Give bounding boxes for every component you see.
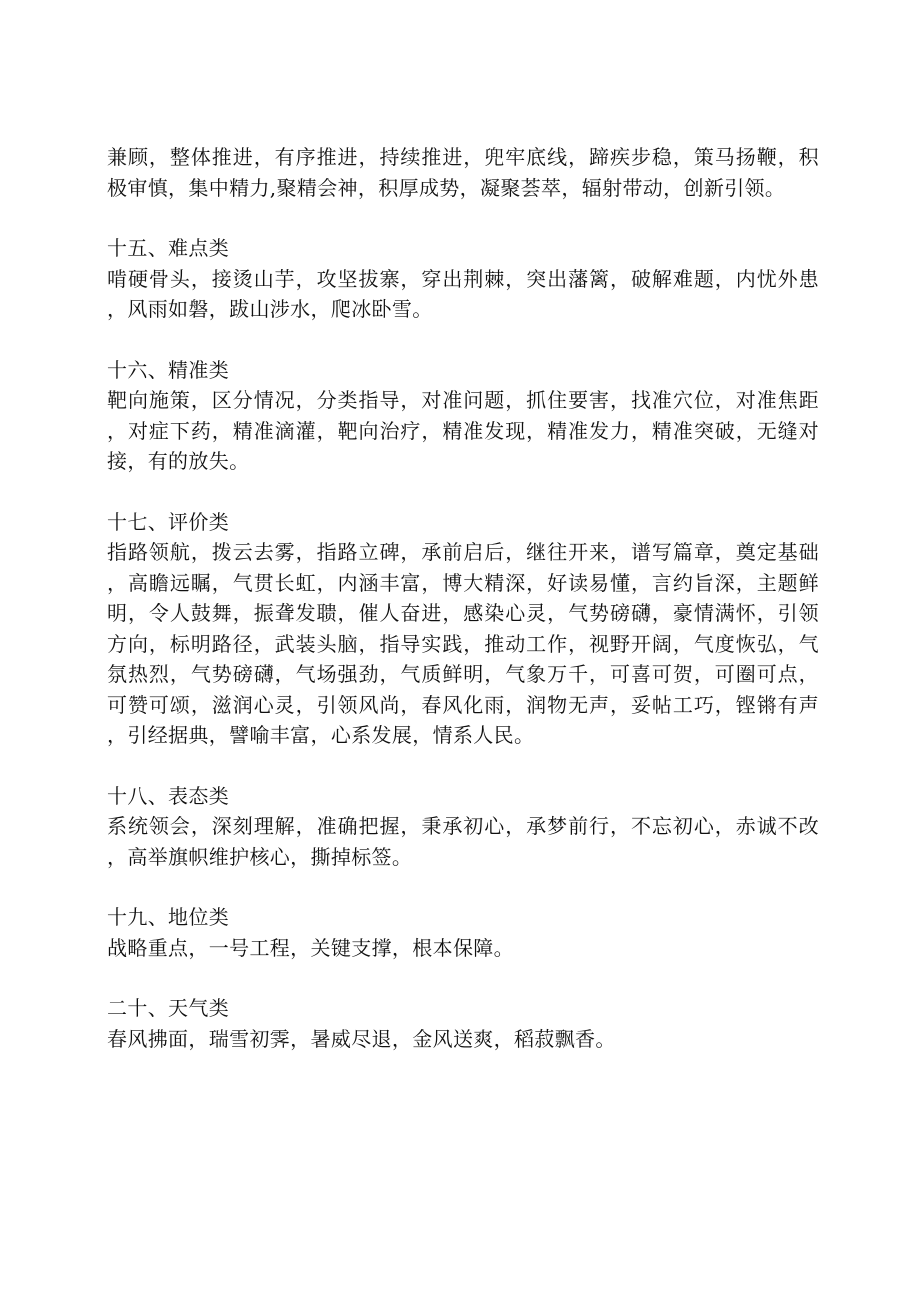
section-evaluation xyxy=(107,507,819,751)
section-heading: 十九、地位类 xyxy=(107,905,230,929)
section-heading: 十七、评价类 xyxy=(107,509,230,534)
section-body: 系统领会，深刻理解，准确把握，秉承初心，承梦前行，不忘初心，赤诚不改，高举旗帜维护核心，撕掉标签。 xyxy=(107,814,819,869)
section-weather xyxy=(107,993,819,1054)
section-difficulty xyxy=(107,233,819,325)
section-body: 啃硬骨头，接烫山芋，攻坚拔寨，穿出荆棘，突出藩篱，破解难题，内忧外患，风雨如磐，跋山涉水，爬冰卧雪。 xyxy=(107,266,819,321)
section-body: 靶向施策，区分情况，分类指导，对准问题，抓住要害，找准穴位，对准焦距，对症下药，精准滴灌，靶向治疗，精准发现，精准发力，精准突破，无缝对接，有的放失。 xyxy=(107,388,819,473)
section-body: 指路领航，拨云去雾，指路立碑，承前启后，继往开来，谱写篇章，奠定基础，高瞻远瞩，气贯长虹，内涵丰富，博大精深，好读易懂，言约旨深，主题鲜明，令人鼓舞，振聋发聩，催人奋进，感染心灵，气势磅礴，豪情满怀，引领方向，标明路径，武装头脑，指导实践，推动工作，视野开阔，气度恢弘，气氛热烈，气势磅礴，气场强劲，气质鲜明，气象万千，可喜可贺，可圈可点，可赞可颂，滋润心灵，引领风尚，春风化雨，润物无声，妥帖工巧，铿锵有声，引经据典，譬喻丰富，心系发展，情系人民。 xyxy=(107,540,819,747)
section-body: 战略重点，一号工程，关键支撑，根本保障。 xyxy=(107,935,514,960)
intro-paragraph: 兼顾，整体推进，有序推进，持续推进，兜牢底线，蹄疾步稳，策马扬鞭，积极审慎，集中精力,聚精会神，积厚成势，凝聚荟萃，辐射带动，创新引领。 xyxy=(107,145,819,200)
section-heading: 十六、精准类 xyxy=(107,357,230,382)
section-heading: 二十、天气类 xyxy=(107,996,230,1020)
section-precision xyxy=(107,355,819,477)
section-heading: 十五、难点类 xyxy=(107,236,230,260)
section-body: 春风拂面，瑞雪初霁，暑威尽退，金风送爽，稻菽飘香。 xyxy=(107,1026,616,1051)
section-attitude xyxy=(107,781,819,873)
document-body xyxy=(107,142,819,1054)
section-heading: 十八、表态类 xyxy=(107,783,230,808)
section-status xyxy=(107,902,819,963)
